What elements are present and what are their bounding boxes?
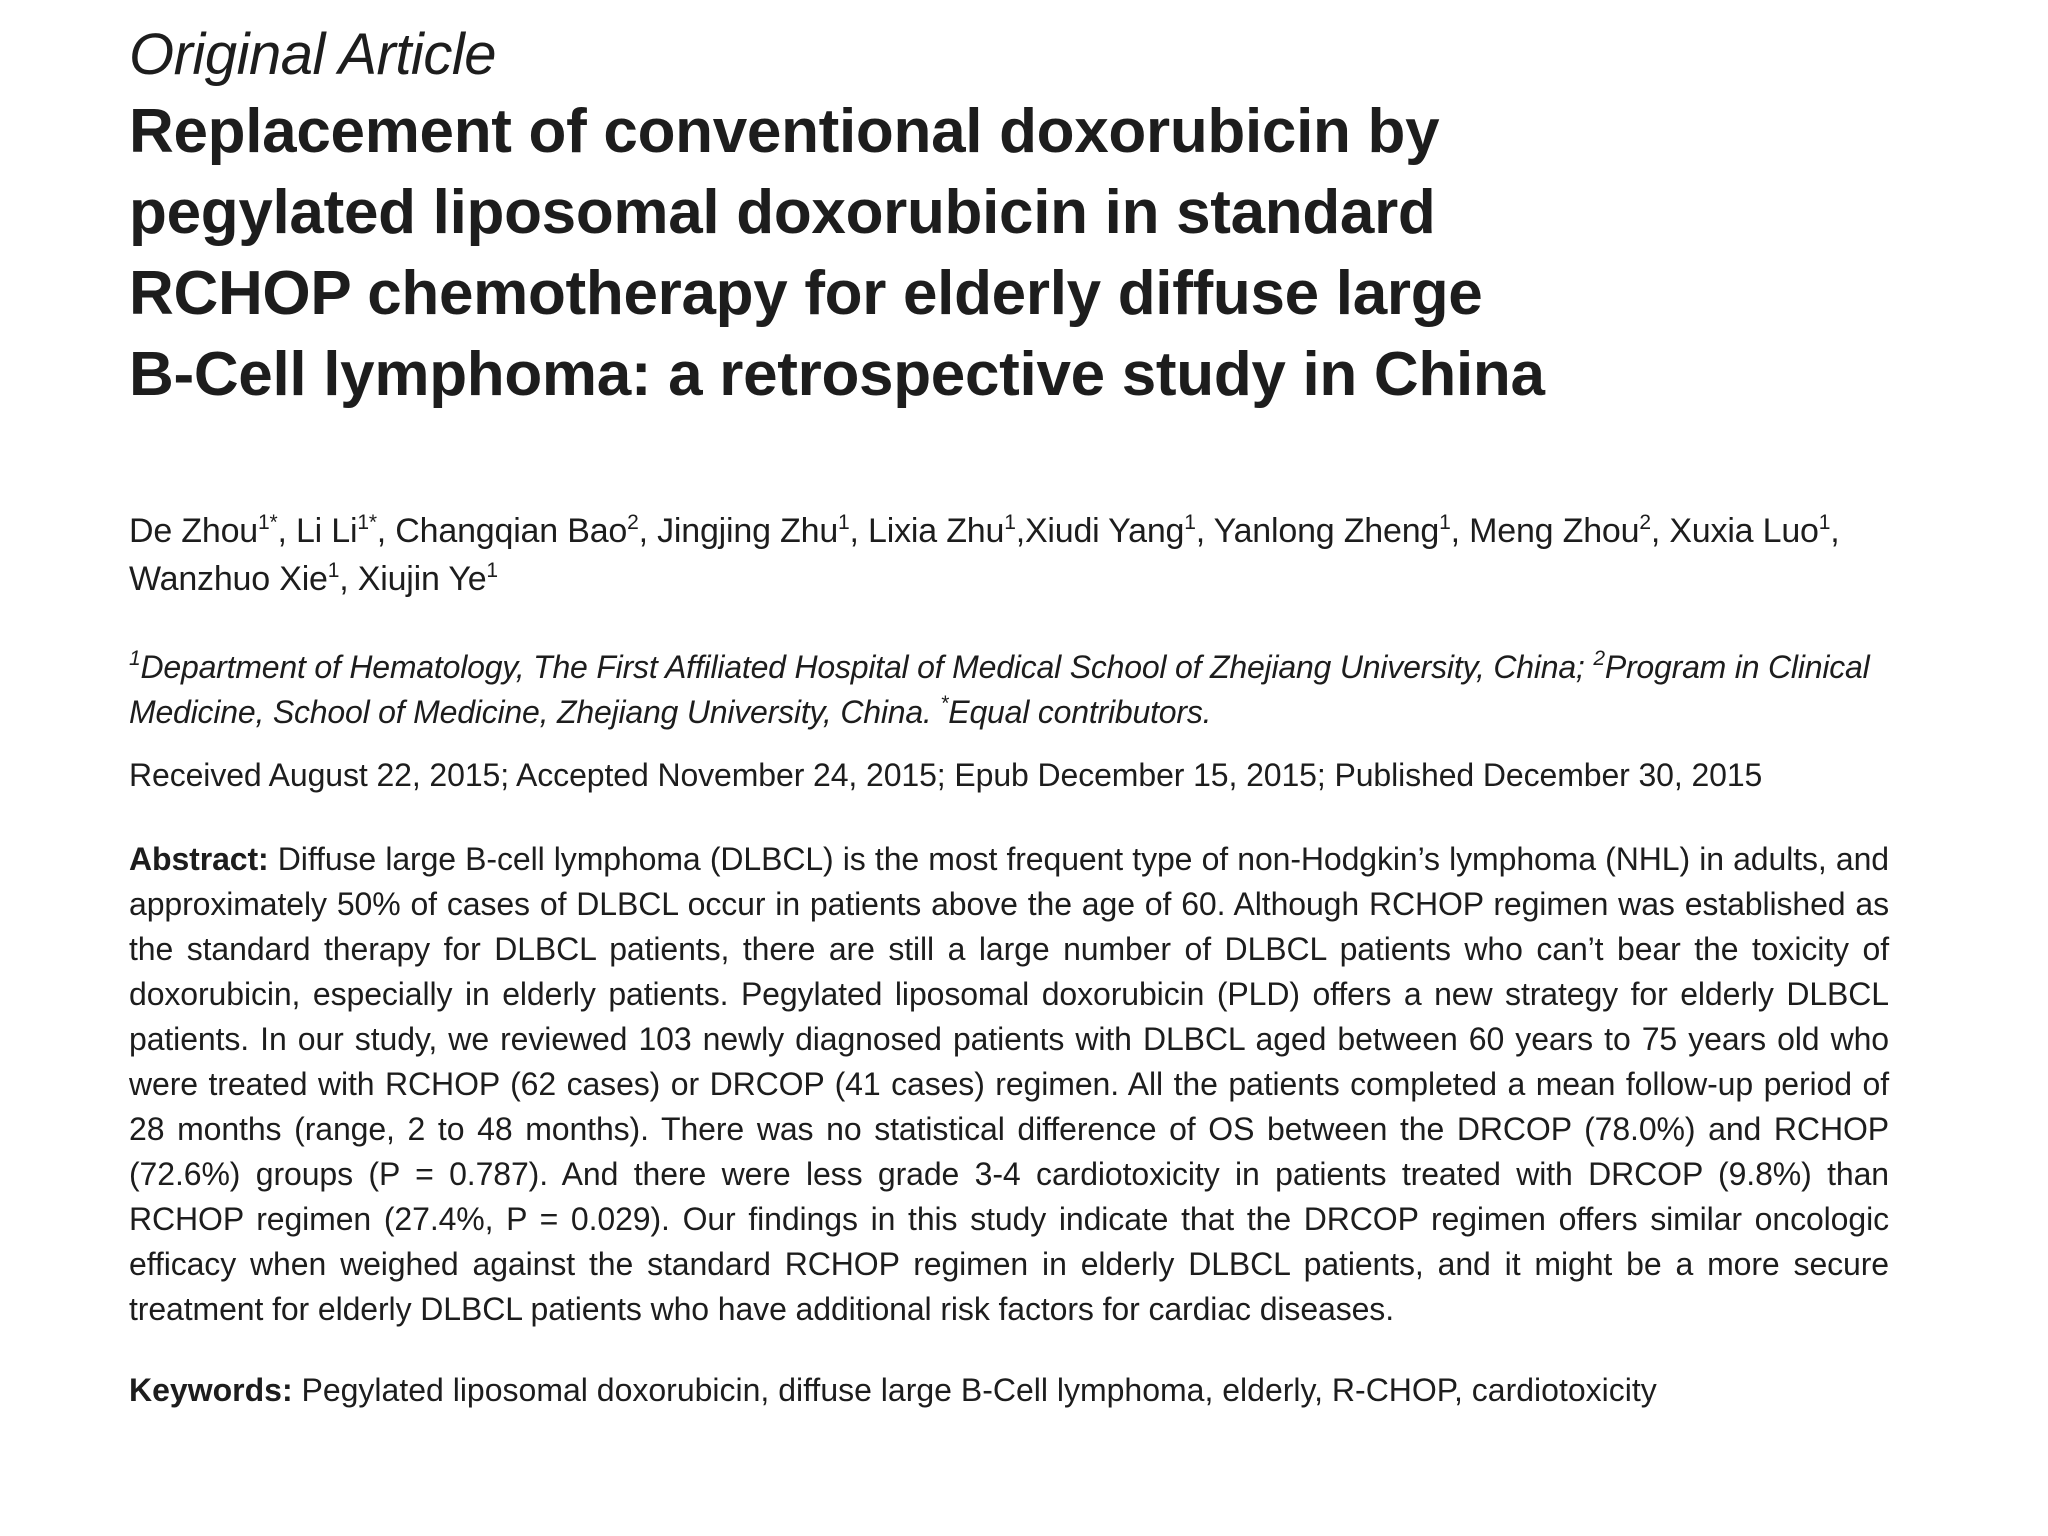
author-name: Yanlong Zheng [1213,511,1440,550]
author-list: De Zhou$^{1*}$, Li $Li^{1*}$, Changqian Bao$^2$, Jingjing Zhu$^1$, Lixia Zhu$^1$,Xiudi Yang$^1$, Yanlong Zheng$^1$, Meng Zhou$^2$, Xuxia Luo$^1$, Wanzhuo Xie$^1$, Xiujin Ye$^1$ [129,510,1840,598]
affiliation-mark: 1 [129,646,141,670]
title-line: RCHOP chemotherapy for elderly diffuse large [129,258,1483,328]
author-name: Meng Zhou [1469,511,1640,550]
author-affiliation-mark: 2 [1639,510,1651,534]
abstract-text: Diffuse large B-cell lymphoma (DLBCL) is the most frequent type of non-Hodgkin’s lymphoma (NHL) in adults, and approximately 50% of cases of DLBCL occur in patients above the age of 60. Although RCHOP regimen was established as the standard therapy for DLBCL patients, there are still a large number of DLBCL patients who can’t bear the toxicity of doxorubicin, especially in elderly patients. Pegylated liposomal doxorubicin (PLD) offers a new strategy for elderly DLBCL patients. In our study, we reviewed 103 newly diagnosed patients with DLBCL aged between 60 years to 75 years old who were treated with RCHOP (62 cases) or DRCOP (41 cases) regimen. All the patients completed a mean follow-up period of 28 months (range, 2 to 48 months). There was no statistical difference of OS between the DRCOP (78.0%) and RCHOP (72.6%) groups (P = 0.787). And there were less grade 3-4 cardiotoxicity in patients treated with DRCOP (9.8%) than RCHOP regimen (27.4%, P = 0.029). Our findings in this study indicate that the DRCOP regimen offers similar oncologic efficacy when weighed against the standard RCHOP regimen in elderly DLBCL patients, and it might be a more secure treatment for elderly DLBCL patients who have additional risk factors for cardiac diseases. [129,840,1889,1327]
keywords-label: Keywords: [129,1371,293,1408]
title-line: Replacement of conventional doxorubicin by [129,96,1440,166]
author-name: Xuxia Luo [1669,511,1819,550]
affiliation-text: Program in Clinical Medicine, School of Medicine, Zhejiang University, China. [129,648,1870,730]
article-type: Original Article [129,22,496,87]
affiliations [129,645,1889,735]
author-affiliation-mark: 1 [327,558,340,582]
author-name: Jingjing Zhu [657,511,839,550]
affiliation-text: Equal contributors. [948,693,1212,730]
keywords-text: Pegylated liposomal doxorubicin, diffuse large B-Cell lymphoma, elderly, R-CHOP, cardiotoxicity [301,1371,1657,1408]
affiliation-text: Department of Hematology, The First Affiliated Hospital of Medical School of Zhejiang University, China; [140,648,1594,685]
author-name: Xiujin Ye [357,559,487,598]
title-line: B-Cell lymphoma: a retrospective study in China [129,339,1545,409]
keywords [129,1368,1889,1412]
author-affiliation-mark: 1* [258,510,278,534]
author-name: Li Li [295,511,358,550]
author-affiliation-mark: 1 [1818,510,1831,534]
author-name: Lixia Zhu [868,511,1005,550]
author-name: Xiudi Yang [1024,511,1185,550]
author-affiliation-mark: 1 [838,510,850,534]
author-affiliation-mark: 1 [1184,510,1196,534]
author-name: Changqian Bao [395,511,628,550]
paper-page [129,22,1889,1412]
paper-title [129,91,1889,415]
author-name: De Zhou [129,511,259,550]
author-affiliation-mark: 2 [627,510,639,534]
author-affiliation-mark: 1* [357,510,377,534]
author-affiliation-mark: 1 [1004,510,1016,534]
author-affiliation-mark: 1 [1439,510,1451,534]
author-name: Wanzhuo Xie [129,559,328,598]
abstract-label: Abstract: [129,840,269,877]
author-affiliation-mark: 1 [486,558,498,582]
abstract [129,837,1889,1332]
affiliation-mark: * [940,691,949,715]
affiliation-mark: 2 [1593,646,1605,670]
publication-dates: Received August 22, 2015; Accepted November 24, 2015; Epub December 15, 2015; Published December 30, 2015 [129,756,1763,793]
title-line: pegylated liposomal doxorubicin in standard [129,177,1436,247]
